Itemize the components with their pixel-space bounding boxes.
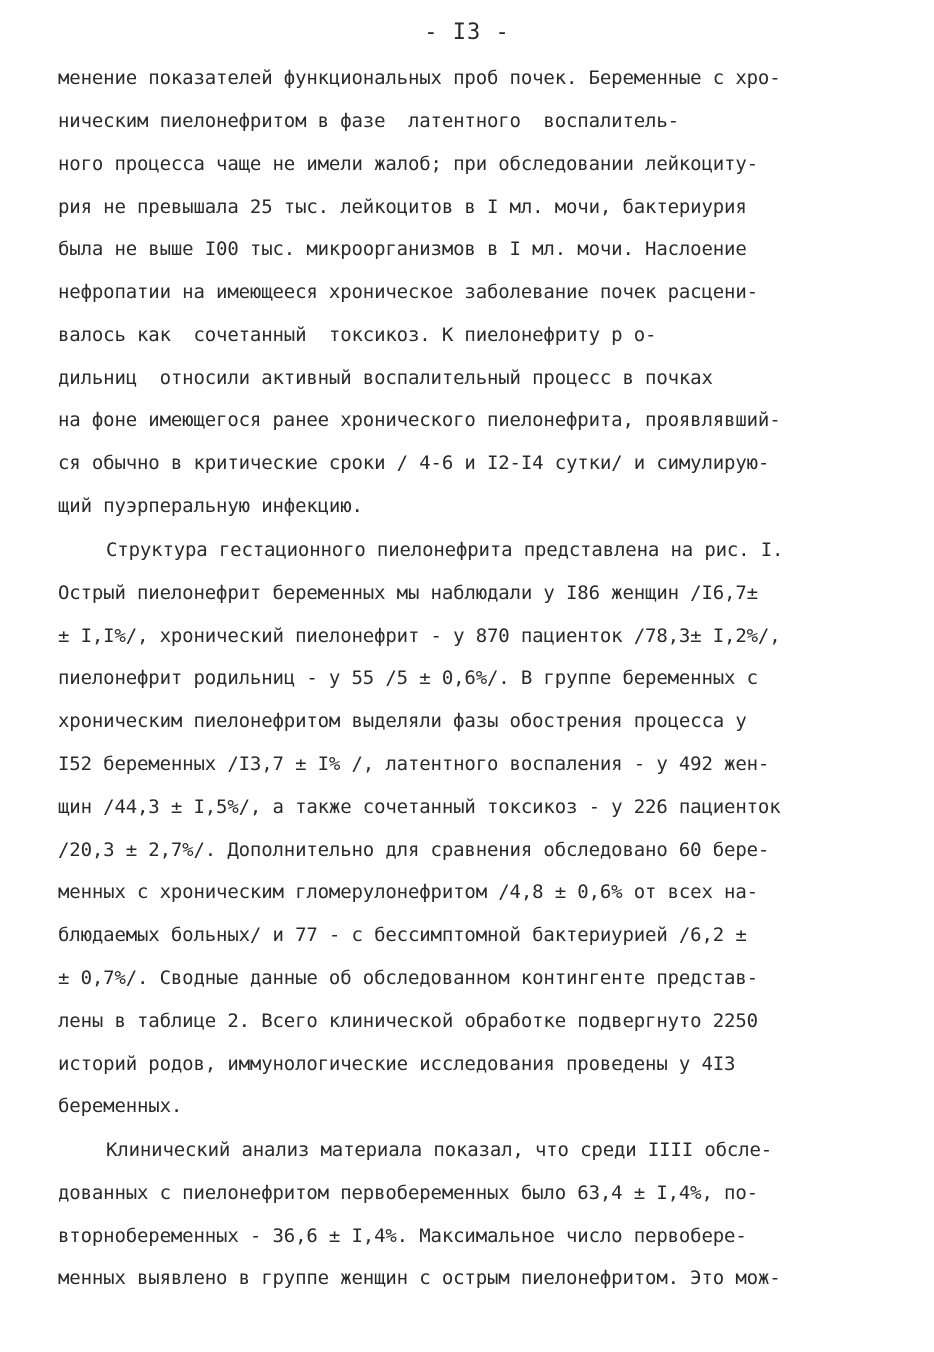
text-line: рия не превышала 25 тыс. лейкоцитов в I мл. мочи, бактериурия	[58, 196, 747, 218]
text-line: блюдаемых больных/ и 77 - с бессимптомной бактериурией /6,2 ±	[58, 924, 747, 946]
paragraph-first-line: Структура гестационного пиелонефрита представлена на рис. I.	[106, 539, 784, 561]
text-line: на фоне имеющегося ранее хронического пиелонефрита, проявлявший-	[58, 409, 781, 431]
text-line: менных с хроническим гломерулонефритом /4,8 ± 0,6% от всех на-	[58, 881, 758, 903]
text-line: I52 беременных /I3,7 ± I% /, латентного воспаления - у 492 жен-	[58, 753, 770, 775]
text-line: вторнобеременных - 36,6 ± I,4%. Максимальное число первобере-	[58, 1225, 747, 1247]
text-line: щин /44,3 ± I,5%/, а также сочетанный токсикоз - у 226 пациенток	[58, 796, 781, 818]
text-line: историй родов, иммунологические исследования проведены у 4I3	[58, 1053, 736, 1075]
text-line: валось как сочетанный токсикоз. К пиелонефриту р о-	[58, 324, 657, 346]
text-line: лены в таблице 2. Всего клинической обработке подвергнуто 2250	[58, 1010, 758, 1032]
paragraph-first-line: Клинический анализ материала показал, что среди IIII обсле-	[106, 1139, 773, 1161]
text-line: менение показателей функциональных проб почек. Беременные с хро-	[58, 67, 781, 89]
text-line: ся обычно в критические сроки / 4-6 и I2-I4 сутки/ и симулирую-	[58, 452, 770, 474]
text-line: дильниц относили активный воспалительный процесс в почках	[58, 367, 713, 389]
text-line: хроническим пиелонефритом выделяли фазы обострения процесса у	[58, 710, 747, 732]
text-line: /20,3 ± 2,7%/. Дополнительно для сравнения обследовано 60 бере-	[58, 839, 770, 861]
text-line: ническим пиелонефритом в фазе латентного воспалитель-	[58, 110, 679, 132]
text-line: щий пуэрперальную инфекцию.	[58, 495, 363, 517]
text-line: была не выше I00 тыс. микроорганизмов в I мл. мочи. Наслоение	[58, 238, 747, 260]
text-line: дованных с пиелонефритом первобеременных было 63,4 ± I,4%, по-	[58, 1182, 758, 1204]
text-line: нефропатии на имеющееся хроническое заболевание почек расцени-	[58, 281, 758, 303]
page-number: - I3 -	[424, 20, 510, 45]
text-line: ного процесса чаще не имели жалоб; при обследовании лейкоциту-	[58, 153, 758, 175]
text-line: Острый пиелонефрит беременных мы наблюдали у I86 женщин /I6,7±	[58, 582, 758, 604]
text-line: ± I,I%/, хронический пиелонефрит - у 870 пациенток /78,3± I,2%/,	[58, 625, 781, 647]
text-line: менных выявлено в группе женщин с острым пиелонефритом. Это мож-	[58, 1267, 781, 1289]
text-line: ± 0,7%/. Сводные данные об обследованном контингенте представ-	[58, 967, 758, 989]
text-line: беременных.	[58, 1095, 183, 1117]
text-line: пиелонефрит родильниц - у 55 /5 ± 0,6%/. В группе беременных с	[58, 667, 758, 689]
